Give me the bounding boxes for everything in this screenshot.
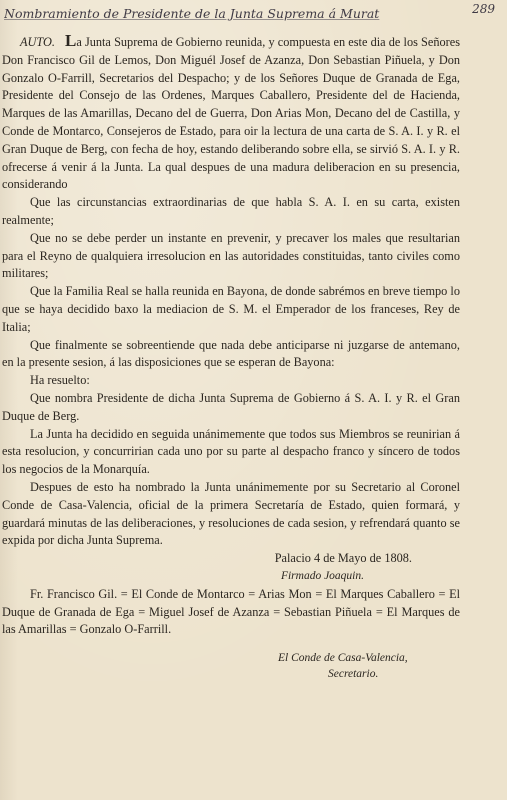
secretary-signature: [278, 650, 408, 682]
decree-body: [2, 32, 460, 639]
handwritten-title-note: Nombramiento de Presidente de la Junta Suprema á Murat: [4, 6, 380, 21]
firmado-line: Firmado Joaquin.: [280, 569, 364, 582]
resolution-paragraph: Que nombra Presidente de dicha Junta Suprema de Gobierno á S. A. I. y R. el Gran Duque de Berg.: [2, 390, 460, 423]
secretary-role: Secretario.: [328, 668, 379, 680]
resolution-heading: Ha resuelto:: [30, 373, 90, 388]
auto-label: AUTO.: [20, 35, 55, 49]
unanimity-paragraph: La Junta ha decidido en seguida unánimemente que todos sus Miembros se reunirian á esta resolucion, y concurririan cada uno por su parte al despacho franco y síncero de todos los negocios de la Monarquía.: [2, 426, 460, 477]
signers-list: Fr. Francisco Gil. = El Conde de Montarco = Arias Mon = El Marques Caballero = El Duque de Granada de Ega = Miguel Josef de Azanza = Sebastian Piñuela = El Marques de las Amarillas = Gonzalo O-Farrill.: [2, 586, 460, 637]
consideration-1: Que las circunstancias extraordinarias de que habla S. A. I. en su carta, existen realmente;: [2, 195, 460, 227]
consideration-4: Que finalmente se sobreentiende que nada debe anticiparse ni juzgarse de antemano, en la presente sesion, á las disposiciones que se esperan de Bayona:: [2, 337, 460, 370]
date-line: Palacio 4 de Mayo de 1808.: [274, 551, 412, 566]
folio-number: 289: [472, 2, 495, 16]
opening-paragraph: [2, 32, 460, 194]
consideration-2: Que no se debe perder un instante en prevenir, y precaver los males que resultarian para el Reyno de qualquiera irresolucion en las autoridades constituidas, tanto civiles como militares;: [2, 230, 460, 281]
paragraph-text: a Junta Suprema de Gobierno reunida, y compuesta en este dia de los Señores Don Francisco Gil de Lemos, Don Miguél Josef de Azanza, Don Sebastian Piñuela, y Don Gonzalo O-Farrill, Secretarios del Despacho; y de los Señores Duque de Granada de Ega, Presidente del Consejo de las Ordenes, Marques Caballero, Presidente del de Hacienda, Marques de las Amarillas, Decano del de Guerra, Don Arias Mon, Decano del de Castilla, y Conde de Montarco, Consejeros de Estado, para oir la lectura de una carta de S. A. I. y R. el Gran Duque de Berg, con fecha de hoy, estando deliberando sobre ella, se sirvió S. A. I. y R. ofrecerse á venir á la Junta. La qual despues de una madura deliberacion en su presencia, considerando: [2, 35, 460, 192]
consideration-3: Que la Familia Real se halla reunida en Bayona, de donde sabrémos en breve tiempo lo que se haya decidido baxo la mediacion de S. M. el Emperador de los franceses, Rey de Italia;: [2, 284, 460, 334]
drop-cap: L: [64, 31, 77, 50]
secretary-appointment-paragraph: Despues de esto ha nombrado la Junta unánimemente por su Secretario al Coronel Conde de Casa-Valencia, oficial de la primera Secretaría de Estado, quien formará, y guardará minutas de las deliberaciones, y resoluciones de cada sesion, y refrendará quanto se expida por dicha Junta Suprema.: [2, 479, 460, 548]
secretary-name: El Conde de Casa-Valencia,: [278, 652, 408, 664]
